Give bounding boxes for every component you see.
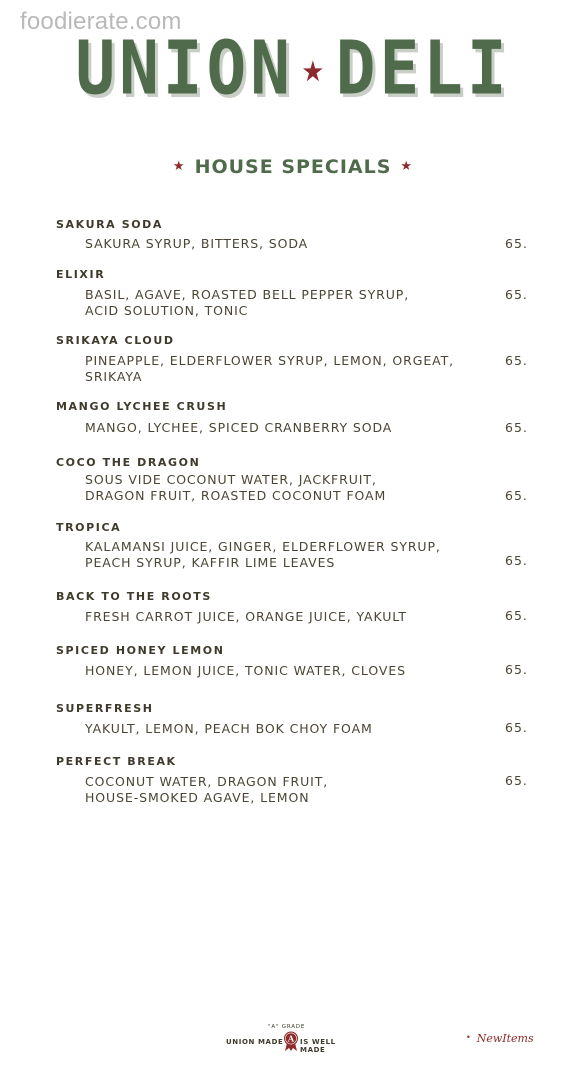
logo-star-icon: ★ — [302, 45, 328, 92]
menu-item-name: SPICED HONEY LEMON — [56, 644, 225, 657]
menu-item-name: MANGO LYCHEE CRUSH — [56, 400, 228, 413]
seal-left-text: UNION MADE — [226, 1038, 284, 1046]
menu-item-name: BACK TO THE ROOTS — [56, 590, 212, 603]
menu-item-name: SUPERFRESH — [56, 702, 154, 715]
menu-item-desc-line: PEACH SYRUP, KAFFIR LIME LEAVES — [85, 555, 336, 570]
menu-item-desc-line: SOUS VIDE COCONUT WATER, JACKFRUIT, — [85, 472, 377, 487]
menu-item-name: COCO THE DRAGON — [56, 456, 201, 469]
ribbon-badge-icon — [283, 1031, 299, 1051]
menu-item-sakura-soda — [56, 218, 536, 251]
logo-word-left: UNION — [75, 25, 295, 112]
menu-item-price: 65. — [505, 773, 528, 788]
menu-item-price: 65. — [505, 553, 528, 568]
seal-badge-letter: A — [287, 1033, 295, 1044]
menu-item-price: 65. — [505, 488, 528, 503]
menu-item-desc-line: SRIKAYA — [85, 369, 143, 384]
menu-item-desc-line: PINEAPPLE, ELDERFLOWER SYRUP, LEMON, ORGEAT, — [85, 353, 455, 368]
logo-word-right: DELI — [335, 25, 511, 112]
menu-item-price: 65. — [505, 608, 528, 623]
new-item-bullet-icon: • — [466, 1033, 471, 1042]
menu-item-srikaya-cloud — [56, 334, 536, 384]
menu-item-name: SAKURA SODA — [56, 218, 164, 231]
menu-item-desc — [85, 420, 465, 436]
menu-item-desc-line: COCONUT WATER, DRAGON FRUIT, — [85, 774, 329, 789]
menu-item-price: 65. — [505, 236, 528, 251]
menu-item-spiced-honey-lemon — [56, 644, 536, 678]
menu-item-tropica — [56, 521, 536, 570]
menu-item-desc-line: MANGO, LYCHEE, SPICED CRANBERRY SODA — [85, 420, 393, 435]
menu-item-mango-lychee-crush — [56, 400, 536, 435]
menu-item-desc — [85, 236, 465, 252]
menu-item-name: SRIKAYA CLOUD — [56, 334, 175, 347]
section-title — [0, 156, 586, 178]
menu-item-desc — [85, 287, 465, 319]
menu-item-desc — [85, 353, 465, 385]
menu-item-desc — [85, 774, 465, 806]
watermark: foodierate.com — [20, 8, 182, 35]
menu-item-desc-line: YAKULT, LEMON, PEACH BOK CHOY FOAM — [85, 721, 373, 736]
menu-item-desc-line: ACID SOLUTION, TONIC — [85, 303, 249, 318]
union-made-seal — [224, 1024, 364, 1060]
menu-item-desc — [85, 663, 465, 679]
menu-item-desc-line: SAKURA SYRUP, BITTERS, SODA — [85, 236, 309, 251]
menu-item-desc-line: DRAGON FRUIT, ROASTED COCONUT FOAM — [85, 488, 387, 503]
new-items-legend — [466, 1032, 534, 1045]
brand-logo — [0, 25, 586, 112]
menu-item-desc-line: HONEY, LEMON JUICE, TONIC WATER, CLOVES — [85, 663, 406, 678]
menu-item-coco-the-dragon — [56, 456, 536, 503]
menu-item-name: PERFECT BREAK — [56, 755, 177, 768]
seal-right-text: IS WELL MADE — [300, 1038, 336, 1054]
menu-item-name: TROPICA — [56, 521, 122, 534]
menu-item-price: 65. — [505, 287, 528, 302]
title-star-icon-right: ★ — [400, 159, 414, 174]
menu-item-price: 65. — [505, 420, 528, 435]
menu-item-price: 65. — [505, 720, 528, 735]
menu-item-elixir — [56, 268, 536, 318]
menu-item-desc-line: FRESH CARROT JUICE, ORANGE JUICE, YAKULT — [85, 609, 407, 624]
title-star-icon-left: ★ — [172, 159, 186, 174]
menu-item-desc-line: HOUSE-SMOKED AGAVE, LEMON — [85, 790, 310, 805]
new-items-label: NewItems — [476, 1032, 534, 1045]
menu-item-price: 65. — [505, 662, 528, 677]
section-title-text: HOUSE SPECIALS — [194, 156, 392, 178]
menu-item-desc — [85, 539, 465, 571]
menu-item-superfresh — [56, 702, 536, 736]
menu-item-desc-line: KALAMANSI JUICE, GINGER, ELDERFLOWER SYRUP, — [85, 539, 441, 554]
menu-item-desc — [85, 609, 465, 625]
menu-item-desc-line: BASIL, AGAVE, ROASTED BELL PEPPER SYRUP, — [85, 287, 410, 302]
menu-item-name: ELIXIR — [56, 268, 106, 281]
menu-item-perfect-break — [56, 755, 536, 805]
menu-item-desc — [85, 721, 465, 737]
seal-grade-text: "A" GRADE — [268, 1024, 306, 1030]
menu-item-back-to-the-roots — [56, 590, 536, 624]
menu-item-price: 65. — [505, 353, 528, 368]
menu-item-desc — [85, 472, 465, 504]
